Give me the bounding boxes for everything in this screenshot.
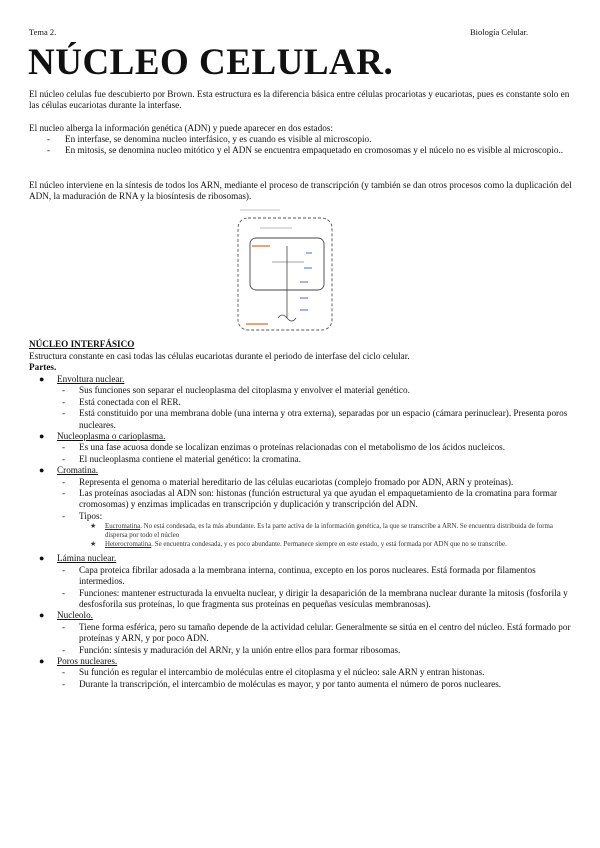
part-poros [29,656,574,690]
part-point: - El nucleoplasma contiene el material genético: la cromatina. [62,453,301,464]
part-label: Poros nucleares. [57,655,118,666]
dash-icon: - [62,564,66,575]
section-title: NÚCLEO INTERFÁSICO [29,339,135,349]
bullet-icon: ● [39,374,45,384]
page-title: NÚCLEO CELULAR. [28,42,394,83]
part-point: - Es una fase acuosa donde se localizan enzimas o proteínas relacionadas con el metabolismo de los ácidos nucleicos. [62,442,506,453]
dash-icon: - [62,667,66,678]
dash-icon: - [62,621,66,632]
header-topic: Tema 2. [29,27,57,37]
part-label: Nucleoplasma o carioplasma. [57,431,166,442]
part-point: - Capa proteica fibrilar adosada a la membrana interna, continua, excepto en los poros nucleares. Está formada por filamentos intermedios. [62,564,536,587]
part-point: - Las proteínas asociadas al ADN son: histonas (función estructural ya que ayudan el empaquetamiento de la cromatina para formar cromosomas) y enzimas implicadas en transcripción y duplicación y transcripción del ADN. [62,488,558,510]
intro-paragraph-3: El núcleo interviene en la síntesis de todos los ARN, mediante el proceso de transcripción (y también se dan otros procesos como la duplicación del ADN, la maduración de RNA y la biosíntesis de ribosomas). [29,180,572,202]
dash-icon: - [62,587,66,598]
part-point: - Durante la transcripción, el intercambio de moléculas es mayor, y por tanto aumenta el número de poros nucleares. [62,678,502,689]
intro-paragraph-1: El núcleo celulas fue descubierto por Brown. Esta estructura es la diferencia básica entre células procariotas y eucariotas, pues es constante solo en las células eucariotas durante la interfase. [29,89,570,111]
part-point: - Función: síntesis y maduración del ARNr, y la unión entre ellos para formar ribosomas. [62,644,401,655]
dash-icon: - [62,678,66,689]
part-point: - Tiene forma esférica, pero su tamaño depende de la actividad celular. Generalmente se sitúa en el centro del núcleo. Está formado por proteínas y ARN, y por poco ADN. [62,621,571,644]
part-label: Nucleolo. [57,610,93,621]
bullet-icon: ● [39,431,45,442]
part-point: - Funciones: mantener estructurada la envuelta nuclear, y dirigir la desaparición de la membrana nuclear durante la mitosis (fosforila y desfosforila sus proteínas, lo que fragmenta sus proteínas en pequeñas vesículas membranosas). [62,587,568,609]
star-icon: ★ [90,522,97,531]
diagram-outer-membrane [238,218,332,330]
state-item-interfase: - En interfase, se denomina nucleo interfásico, y es cuando es visible al microscopio. [29,134,574,145]
header-subject: Biología Celular. [470,27,529,37]
bullet-icon: ● [39,655,45,666]
intro-paragraph-2: El nucleo alberga la información genética (ADN) y puede aparecer en dos estados: [29,123,333,133]
part-point: - Está conectada con el RER. [62,396,181,407]
part-label: Lámina nuclear. [57,553,117,564]
part-envoltura [29,374,574,431]
dash-icon: - [62,385,66,396]
dash-icon: - [62,476,66,487]
part-lamina [29,553,574,610]
part-point: - Tipos: ★ Eucromatina. No está condesada, es la más abundante. Es la parte activa de la información genética, la que se transcribe a ARN. Se encuentra distribuida de forma dispersa por todo el núcleo ★ Heterocromatina. Se encuentra condesada, y es poco abundante. Permanece siempre en este estado, y está formada por ADN que no se transcribe. [57,511,574,549]
dash-icon: - [62,442,66,453]
dash-icon: - [62,510,66,521]
part-nucleolo [29,610,574,656]
part-nucleoplasma [29,431,574,465]
dash-icon: - [62,408,66,419]
nucleus-diagram [232,206,338,334]
state-item-mitosis: - En mitosis, se denomina nucleo mitótico y el ADN se encuentra empaquetado en cromosomas y el núcelo no es visible al microscopio.. [29,145,574,156]
states-list [29,134,574,157]
dash-icon: - [62,453,66,464]
part-cromatina [29,465,574,549]
bullet-icon: ● [39,553,45,564]
dash-icon: - [62,488,66,499]
chromatin-type-heterocromatina: ★ Heterocromatina. Se encuentra condesada, y es poco abundante. Permanece siempre en este estado, y está formada por ADN que no se transcribe. [90,540,507,549]
bullet-icon: ● [39,610,45,621]
part-label: Envoltura nuclear. [57,374,125,384]
part-point: - Su función es regular el intercambio de moléculas entre el citoplasma y el núcleo: sale ARN y entran histonas. [62,667,485,678]
bullet-icon: ● [39,465,45,476]
star-icon: ★ [90,540,97,549]
section-description: Estructura constante en casi todas las células eucariotas durante el periodo de interfase del ciclo celular. [29,351,410,361]
part-label: Cromatina. [57,465,99,476]
dash-icon: - [62,644,66,655]
part-point: - Está constituido por una membrana doble (una interna y otra externa), separadas por un espacio (cámara perinuclear). Presenta poros nucleares. [62,408,568,430]
parts-list [29,374,574,690]
part-point: - Representa el genoma o material hereditario de las células eucariotas (complejo fromado por ADN, ARN y proteínas). [62,476,514,487]
part-point: - Sus funciones son separar el nucleoplasma del citoplasma y envolver el material genético. [62,385,410,396]
dash-icon: - [62,396,66,407]
chromatin-type-eucromatina: ★ Eucromatina. No está condesada, es la más abundante. Es la parte activa de la información genética, la que se transcribe a ARN. Se encuentra distribuida de forma dispersa por todo el núcleo [90,522,553,540]
parts-label: Partes. [29,362,57,372]
